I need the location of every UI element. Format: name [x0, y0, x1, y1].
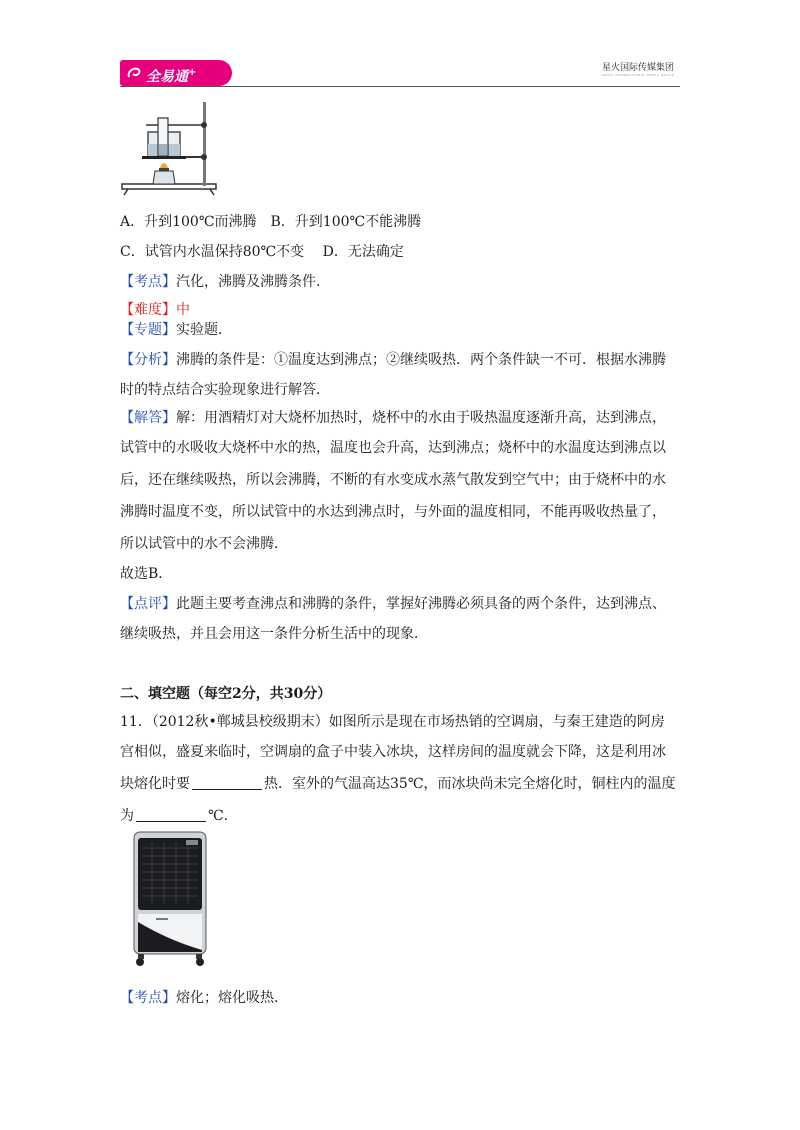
dianping-tag: 【点评】 — [120, 596, 176, 612]
jieda-line-2: 试管中的水吸收大烧杯中水的热，温度也会升高，达到沸点；烧杯中的水温度达到沸点以 — [120, 440, 666, 456]
dianping-line-1: 此题主要考查沸点和沸腾的条件，掌握好沸腾必须具备的两个条件，达到沸点、 — [176, 596, 666, 612]
answer-line: 故选B． — [120, 566, 173, 582]
q11-line-2: 宫相似，盛夏来临时，空调扇的盒子中装入冰块，这样房间的温度就会下降，这是利用冰 — [120, 744, 666, 760]
boiling-apparatus-figure — [118, 100, 218, 200]
zhuanti-text: 实验题． — [176, 322, 232, 338]
fenxi-line-2: 时的特点结合实验现象进行解答． — [120, 382, 330, 398]
options-line-1: A．升到100℃而沸腾 B．升到100℃不能沸腾 — [120, 214, 422, 230]
company-subtitle: SPARK INTERNATIONAL MEDIA GROUP — [601, 73, 674, 77]
nandu-tag: 【难度】 — [120, 302, 176, 318]
zhuanti-tag: 【专题】 — [120, 322, 176, 338]
q11-line-3a: 块熔化时要 — [120, 776, 190, 792]
fenxi-row — [120, 350, 666, 370]
q11-kaodian-row — [120, 988, 288, 1008]
q11-kaodian-tag: 【考点】 — [120, 990, 176, 1006]
jieda-line-4: 沸腾时温度不变，所以试管中的水达到沸点时，与外面的温度相同，不能再吸收热量了， — [120, 504, 666, 520]
swirl-icon — [126, 65, 142, 81]
fenxi-line-1: 沸腾的条件是：①温度达到沸点；②继续吸热．两个条件缺一不可．根据水沸腾 — [176, 352, 666, 368]
air-conditioner-fan-figure — [128, 830, 212, 970]
section-heading: 二、填空题（每空2分，共30分） — [120, 686, 332, 702]
answer-blank-1[interactable] — [192, 775, 262, 790]
company-name: 星火国际传媒集团 — [601, 63, 674, 73]
q11-line-4b: ℃． — [208, 808, 238, 824]
q11-line-4 — [120, 806, 238, 826]
nandu-row — [120, 300, 190, 320]
q11-kaodian-text: 熔化；熔化吸热． — [176, 990, 288, 1006]
options-line-2: C．试管内水温保持80℃不变 D．无法确定 — [120, 244, 404, 260]
q11-line-3 — [120, 774, 675, 794]
jieda-tag: 【解答】 — [120, 410, 176, 426]
brand-logo: 全易通+ — [120, 60, 232, 86]
zhuanti-row — [120, 320, 232, 340]
jieda-line-5: 所以试管中的水不会沸腾． — [120, 536, 288, 552]
dianping-line-2: 继续吸热，并且会用这一条件分析生活中的现象． — [120, 626, 428, 642]
header-divider — [120, 86, 680, 87]
kaodian-tag: 【考点】 — [120, 274, 176, 290]
q11-line-1: 11．（2012秋•郸城县校级期末）如图所示是现在市场热销的空调扇，与秦王建造的阿房 — [120, 714, 665, 730]
kaodian-row — [120, 272, 330, 292]
logo-text: 全易通 — [146, 69, 188, 85]
q11-line-3b: 热．室外的气温高达35℃，而冰块尚未完全熔化时，铜柱内的温度 — [264, 776, 676, 792]
fenxi-tag: 【分析】 — [120, 352, 176, 368]
nandu-text: 中 — [176, 302, 190, 318]
jieda-line-1: 解：用酒精灯对大烧杯加热时，烧杯中的水由于吸热温度逐渐升高，达到沸点， — [176, 410, 666, 426]
q11-line-4a: 为 — [120, 808, 134, 824]
jieda-row — [120, 408, 666, 428]
dianping-row — [120, 594, 666, 614]
kaodian-text: 汽化，沸腾及沸腾条件． — [176, 274, 330, 290]
page-header — [120, 56, 680, 88]
answer-blank-2[interactable] — [136, 807, 206, 822]
jieda-line-3: 后，还在继续吸热，所以会沸腾，不断的有水变成水蒸气散发到空气中；由于烧杯中的水 — [120, 472, 666, 488]
